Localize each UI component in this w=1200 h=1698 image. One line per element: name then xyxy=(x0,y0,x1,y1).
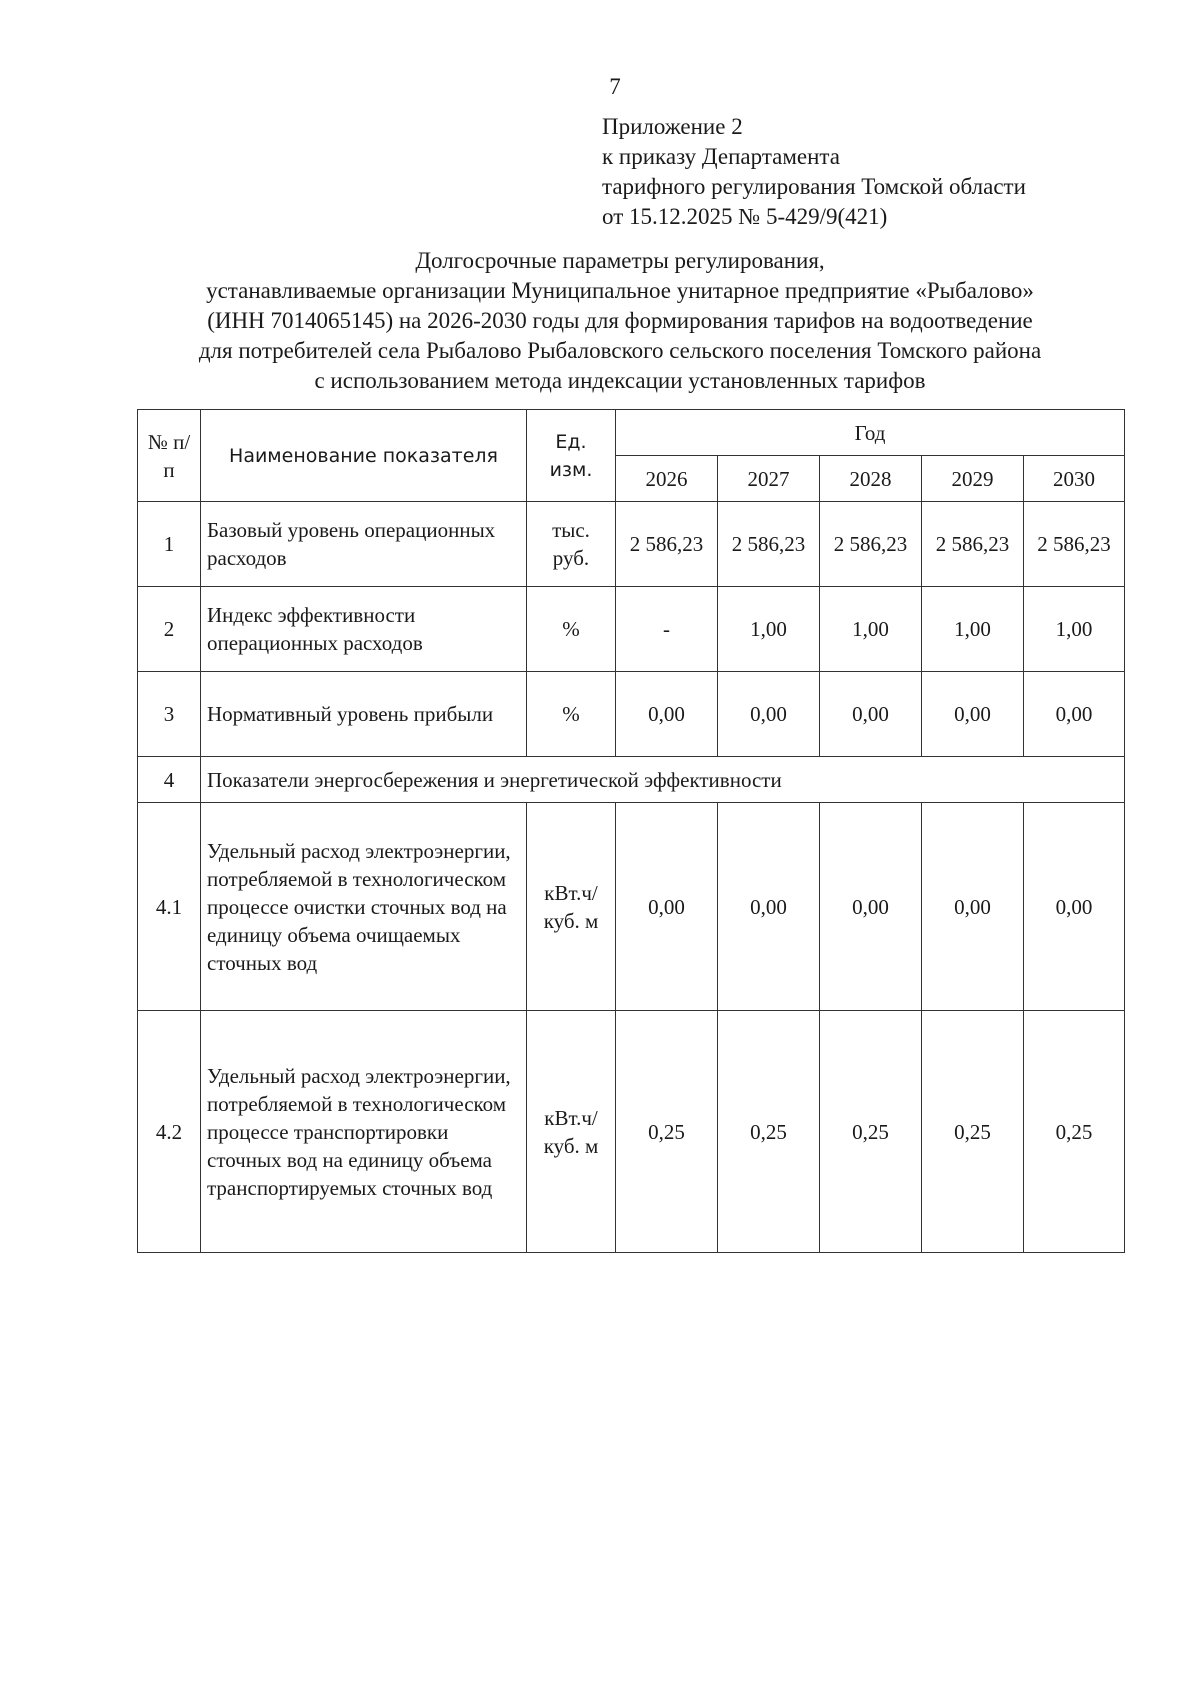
row-num: 4.2 xyxy=(138,1011,201,1253)
table-row xyxy=(138,502,1125,587)
row-value: 0,00 xyxy=(820,672,922,757)
header-year: 2026 xyxy=(616,456,718,502)
appendix-line: от 15.12.2025 № 5-429/9(421) xyxy=(602,204,888,229)
row-value: 1,00 xyxy=(922,587,1024,672)
row-name: Нормативный уровень прибыли xyxy=(201,672,527,757)
header-num: № п/п xyxy=(138,410,201,502)
table-row xyxy=(138,587,1125,672)
document-title xyxy=(120,246,1120,396)
header-year: 2029 xyxy=(922,456,1024,502)
row-value: 1,00 xyxy=(718,587,820,672)
row-num: 4 xyxy=(138,757,201,803)
row-num: 4.1 xyxy=(138,803,201,1011)
row-name: Базовый уровень операционных расходов xyxy=(201,502,527,587)
row-value: 2 586,23 xyxy=(1024,502,1125,587)
title-line: (ИНН 7014065145) на 2026-2030 годы для формирования тарифов на водоотведение xyxy=(207,308,1033,333)
row-name: Удельный расход электроэнергии, потребляемой в технологическом процессе очистки сточных вод на единицу объема очищаемых сточных вод xyxy=(201,803,527,1011)
page-number: 7 xyxy=(609,74,621,99)
parameters-table xyxy=(137,409,1125,1253)
row-value: 2 586,23 xyxy=(718,502,820,587)
row-num: 1 xyxy=(138,502,201,587)
row-value: 0,00 xyxy=(922,803,1024,1011)
row-value: 0,25 xyxy=(718,1011,820,1253)
table-row xyxy=(138,672,1125,757)
table-header-row xyxy=(138,410,1125,456)
appendix-line: к приказу Департамента xyxy=(602,144,840,169)
header-unit: Ед. изм. xyxy=(527,410,616,502)
row-num: 3 xyxy=(138,672,201,757)
row-unit: тыс. руб. xyxy=(527,502,616,587)
row-value: 1,00 xyxy=(1024,587,1125,672)
title-line: для потребителей села Рыбалово Рыбаловского сельского поселения Томского района xyxy=(198,338,1042,363)
appendix-line: тарифного регулирования Томской области xyxy=(602,174,1026,199)
header-name: Наименование показателя xyxy=(201,410,527,502)
row-value: 0,25 xyxy=(922,1011,1024,1253)
row-unit: % xyxy=(527,587,616,672)
header-year: 2030 xyxy=(1024,456,1125,502)
row-unit: кВт.ч/ куб. м xyxy=(527,803,616,1011)
row-value: 0,00 xyxy=(1024,803,1125,1011)
header-year-group: Год xyxy=(616,410,1125,456)
row-unit: % xyxy=(527,672,616,757)
row-value: 0,00 xyxy=(922,672,1024,757)
row-value: 2 586,23 xyxy=(922,502,1024,587)
table-row xyxy=(138,803,1125,1011)
row-value: 0,00 xyxy=(820,803,922,1011)
row-value: 2 586,23 xyxy=(820,502,922,587)
row-num: 2 xyxy=(138,587,201,672)
section-title: Показатели энергосбережения и энергетической эффективности xyxy=(201,757,1125,803)
row-value: - xyxy=(616,587,718,672)
title-line: с использованием метода индексации установленных тарифов xyxy=(314,368,926,393)
appendix-line: Приложение 2 xyxy=(602,114,743,139)
row-value: 0,25 xyxy=(616,1011,718,1253)
row-value: 0,25 xyxy=(820,1011,922,1253)
table-row xyxy=(138,1011,1125,1253)
title-line: устанавливаемые организации Муниципальное унитарное предприятие «Рыбалово» xyxy=(206,278,1034,303)
title-line: Долгосрочные параметры регулирования, xyxy=(415,248,825,273)
row-name: Индекс эффективности операционных расходов xyxy=(201,587,527,672)
row-value: 2 586,23 xyxy=(616,502,718,587)
row-value: 1,00 xyxy=(820,587,922,672)
row-value: 0,00 xyxy=(718,672,820,757)
row-value: 0,00 xyxy=(718,803,820,1011)
appendix-block xyxy=(602,112,1026,232)
row-value: 0,25 xyxy=(1024,1011,1125,1253)
row-value: 0,00 xyxy=(616,672,718,757)
table-section-row xyxy=(138,757,1125,803)
row-unit: кВт.ч/ куб. м xyxy=(527,1011,616,1253)
row-value: 0,00 xyxy=(616,803,718,1011)
row-value: 0,00 xyxy=(1024,672,1125,757)
header-year: 2027 xyxy=(718,456,820,502)
row-name: Удельный расход электроэнергии, потребляемой в технологическом процессе транспортировки сточных вод на единицу объема транспортируемых сточных вод xyxy=(201,1011,527,1253)
header-year: 2028 xyxy=(820,456,922,502)
